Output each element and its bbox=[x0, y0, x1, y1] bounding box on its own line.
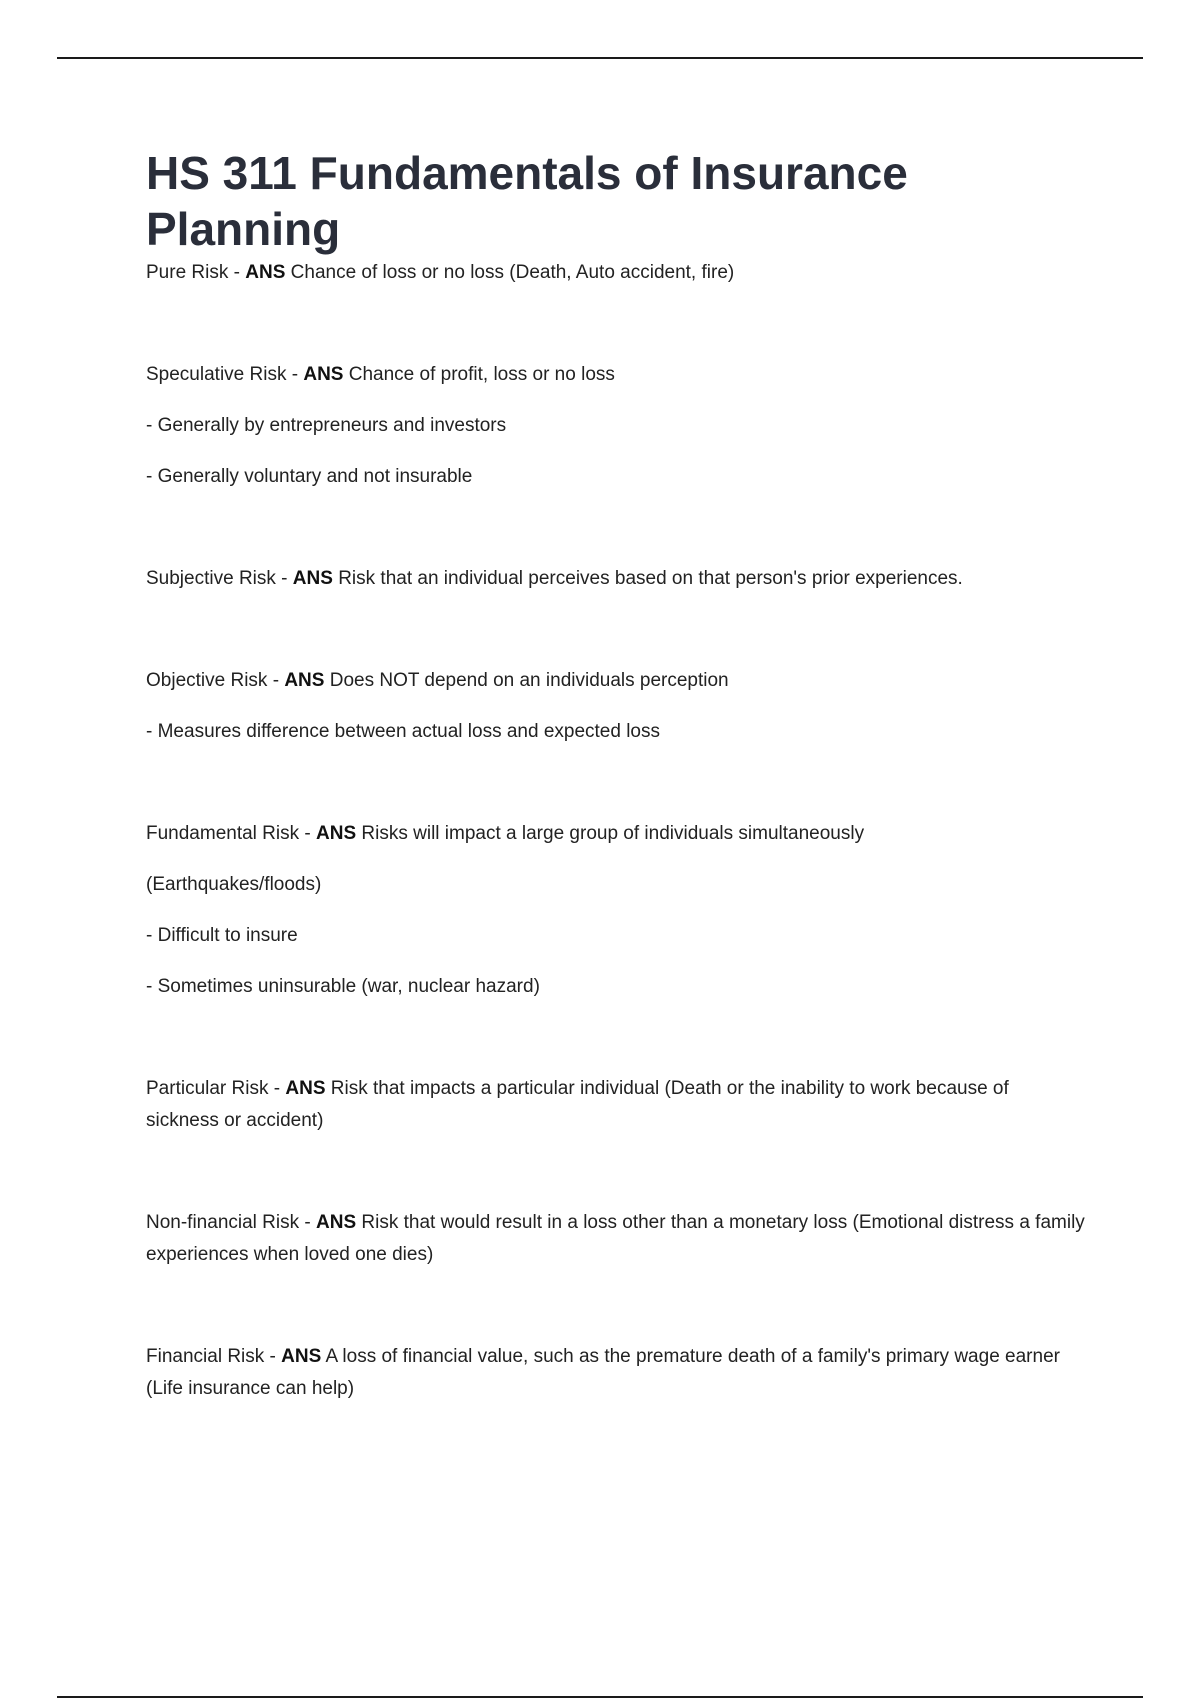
entry-answer: Chance of loss or no loss (Death, Auto accident, fire) bbox=[290, 262, 735, 283]
ans-label: ANS bbox=[245, 262, 286, 283]
entry-answer: A loss of financial value, such as the premature death of a family's primary wage earner (Life insurance can help) bbox=[146, 1346, 1060, 1399]
entry-term: Speculative Risk bbox=[146, 364, 287, 385]
entry-detail-line: - Measures difference between actual loss and expected loss bbox=[146, 721, 661, 742]
document-body bbox=[146, 145, 1086, 1405]
ans-label: ANS bbox=[292, 568, 333, 589]
entry-question-line bbox=[146, 563, 1086, 595]
qa-entry bbox=[146, 1207, 1086, 1271]
entry-question-line bbox=[146, 1073, 1086, 1137]
entry-term: Objective Risk bbox=[146, 670, 268, 691]
qa-entry bbox=[146, 359, 1086, 493]
entry-term: Financial Risk bbox=[146, 1346, 265, 1367]
entries-list bbox=[146, 257, 1086, 1405]
entry-answer: Risk that would result in a loss other than a monetary loss (Emotional distress a family experiences when loved one dies) bbox=[146, 1212, 1085, 1265]
entry-separator: - bbox=[267, 670, 285, 691]
qa-entry bbox=[146, 1073, 1086, 1137]
entry-term: Pure Risk bbox=[146, 262, 229, 283]
entry-term: Non-financial Risk bbox=[146, 1212, 300, 1233]
entry-separator: - bbox=[286, 364, 304, 385]
entry-answer: Risk that an individual perceives based on that person's prior experiences. bbox=[338, 568, 963, 589]
entry-separator: - bbox=[264, 1346, 282, 1367]
ans-label: ANS bbox=[281, 1346, 322, 1367]
entry-detail-line: - Difficult to insure bbox=[146, 925, 298, 946]
entry-question-line bbox=[146, 818, 1086, 850]
entry-answer: Risks will impact a large group of individuals simultaneously bbox=[361, 823, 865, 844]
entry-question-line bbox=[146, 665, 1086, 697]
entry-separator: - bbox=[275, 568, 293, 589]
ans-label: ANS bbox=[284, 670, 325, 691]
ans-label: ANS bbox=[285, 1078, 326, 1099]
qa-entry bbox=[146, 563, 1086, 595]
ans-label: ANS bbox=[316, 823, 357, 844]
entry-separator: - bbox=[268, 1078, 286, 1099]
entry-answer: Risk that impacts a particular individual (Death or the inability to work because of sickness or accident) bbox=[146, 1078, 1009, 1131]
entry-question-line bbox=[146, 257, 1086, 289]
entry-detail-line: - Generally by entrepreneurs and investors bbox=[146, 415, 507, 436]
entry-question-line bbox=[146, 359, 1086, 391]
qa-entry bbox=[146, 818, 1086, 1003]
top-rule bbox=[57, 57, 1143, 59]
bottom-rule bbox=[57, 1696, 1143, 1698]
document-title: HS 311 Fundamentals of Insurance Planning bbox=[146, 147, 908, 255]
entry-detail-line: - Sometimes uninsurable (war, nuclear hazard) bbox=[146, 976, 540, 997]
ans-label: ANS bbox=[316, 1212, 357, 1233]
entry-detail-line: (Earthquakes/floods) bbox=[146, 874, 322, 895]
entry-separator: - bbox=[228, 262, 246, 283]
entry-term: Fundamental Risk bbox=[146, 823, 300, 844]
ans-label: ANS bbox=[303, 364, 344, 385]
entry-term: Particular Risk bbox=[146, 1078, 269, 1099]
entry-question-line bbox=[146, 1207, 1086, 1271]
entry-term: Subjective Risk bbox=[146, 568, 276, 589]
entry-separator: - bbox=[299, 823, 317, 844]
entry-question-line bbox=[146, 1341, 1086, 1405]
entry-detail-line: - Generally voluntary and not insurable bbox=[146, 466, 473, 487]
entry-separator: - bbox=[299, 1212, 317, 1233]
qa-entry bbox=[146, 1341, 1086, 1405]
qa-entry bbox=[146, 665, 1086, 748]
entry-answer: Chance of profit, loss or no loss bbox=[348, 364, 615, 385]
qa-entry bbox=[146, 257, 1086, 289]
entry-answer: Does NOT depend on an individuals perception bbox=[329, 670, 729, 691]
